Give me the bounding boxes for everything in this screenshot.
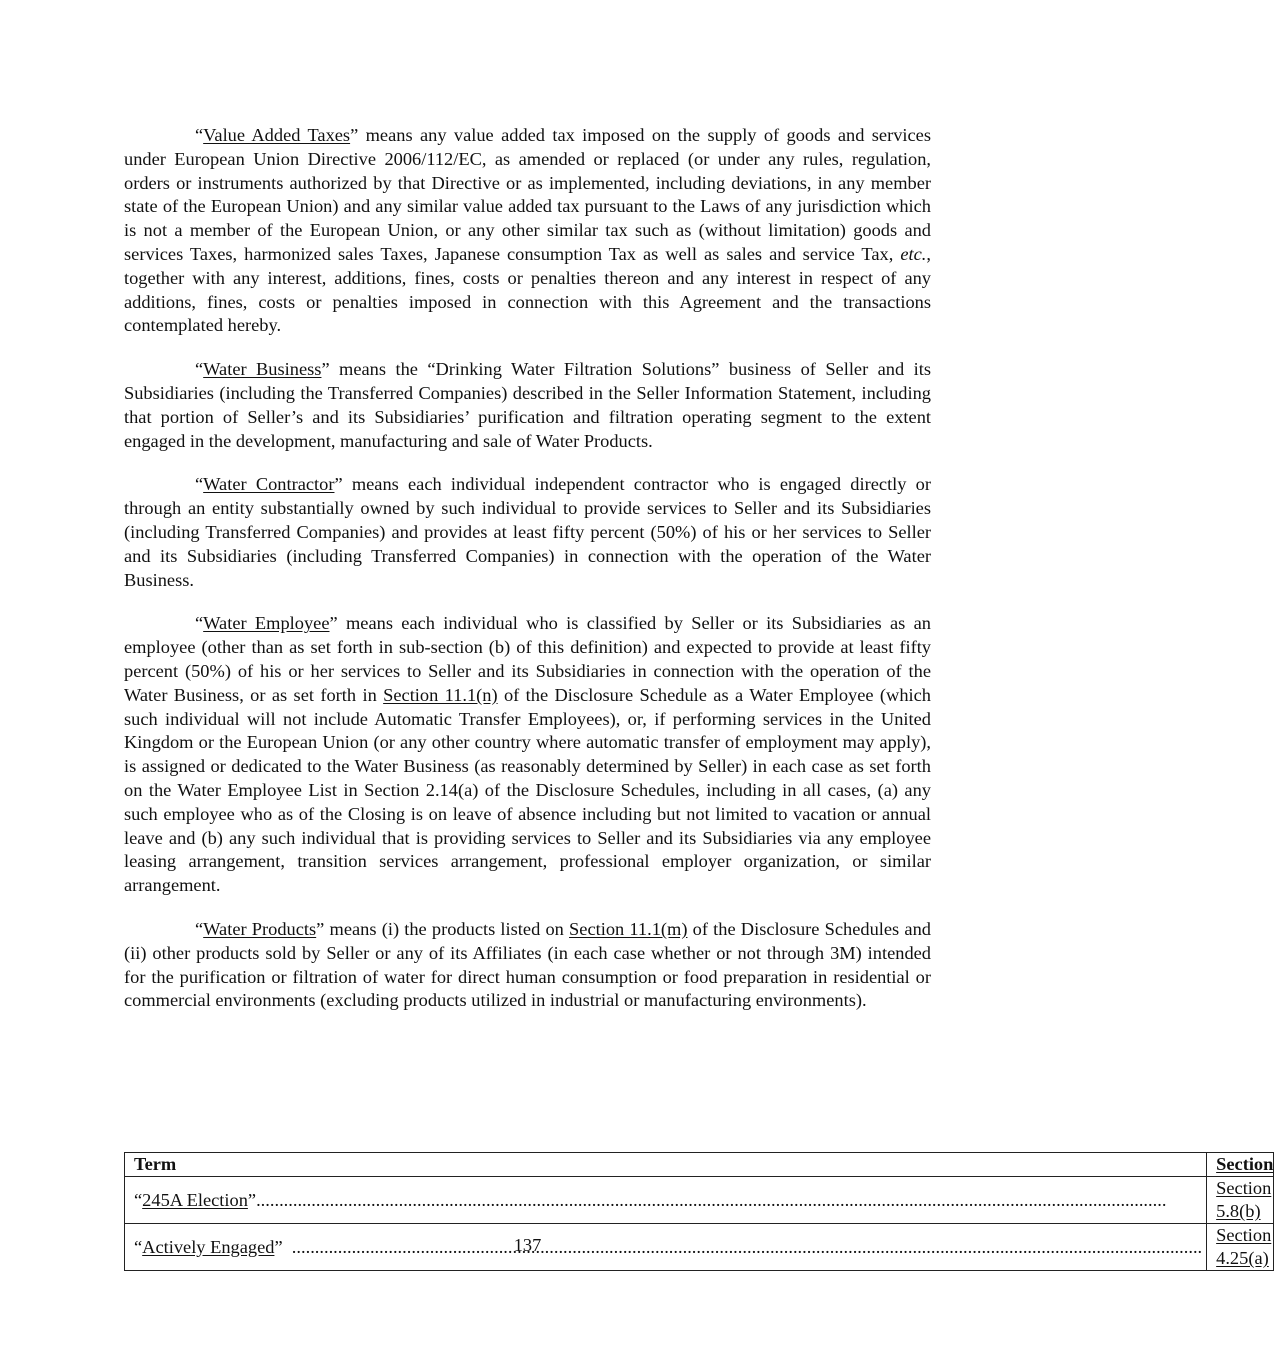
definition-text: means (i) the products listed on	[324, 918, 570, 939]
table-header-section-label: Section	[1216, 1154, 1274, 1174]
defined-term: Water Business	[203, 359, 322, 380]
index-section-reference: Section 5.8(b)	[1216, 1178, 1272, 1221]
defined-term: Water Products	[203, 918, 317, 939]
definition-water-contractor: “Water Contractor” means each individual independent contractor who is engaged directly or through an entity substantially owned by such individual to provide services to Seller and its Subsidiaries (including Transferred Companies) and provides at least fifty percent (50%) of his or her services to Seller and its Subsidiaries (including Transferred Companies) in connection with the operation of the Water Business.	[124, 474, 931, 590]
definition-text: means each individual who is classified by Seller or its Subsidiaries as an employee (other than as set forth in sub-section (b) of this definition) and expected to provide at least fifty percent (50%) of his or her services to Seller and its Subsidiaries in connection with the operation of the Water Business, or as set forth in	[124, 613, 931, 705]
defined-term: Water Employee	[203, 613, 330, 634]
defined-term: Value Added Taxes	[203, 125, 351, 145]
document-body	[124, 124, 931, 1033]
definition-value-added-taxes: “Value Added Taxes” means any value added tax imposed on the supply of goods and services under European Union Directive 2006/112/EC, as amended or replaced (or under any rules, regulation, orders or instruments authorized by that Directive or as implemented, including deviations, in any member state of the European Union) and any similar value added tax pursuant to the Laws of any jurisdiction which is not a member of the European Union, or any other similar tax such as (without limitation) goods and services Taxes, harmonized sales Taxes, Japanese consumption Tax as well as sales and service Tax, etc., together with any interest, additions, fines, costs or penalties thereon and any interest in respect of any additions, fines, costs or penalties imposed in connection with this Agreement and the transactions contemplated hereby.	[124, 125, 931, 336]
definition-text: means each individual independent contractor who is engaged directly or through an entity substantially owned by such individual to provide services to Seller and its Subsidiaries (including Transferred Companies) and provides at least fifty percent (50%) of his or her services to Seller and its Subsidiaries (including Transferred Companies) in connection with the operation of the Water Business.	[124, 474, 931, 590]
table-cell-term: “ 245A Election ” .....	[125, 1177, 1207, 1224]
index-term: 245A Election	[142, 1189, 248, 1210]
index-term: Actively Engaged	[142, 1236, 275, 1257]
definition-water-business: “Water Business” means the “Drinking Water Filtration Solutions” business of Seller and its Subsidiaries (including the Transferred Companies) described in the Seller Information Statement, including that portion of Seller’s and its Subsidiaries’ purification and filtration operating segment to the extent engaged in the development, manufacturing and sale of Water Products.	[124, 359, 931, 451]
definition-text: means any value added tax imposed on the supply of goods and services under European Union Directive 2006/112/EC, as amended or replaced (or under any rules, regulation, orders or instruments authorized by that Directive or as implemented, including deviations, in any member state of the European Union) and any similar value added tax pursuant to the Laws of any jurisdiction which is not a member of the European Union, or any other similar tax such as (without limitation) goods and services Taxes, harmonized sales Taxes, Japanese consumption Tax as well as sales and service Tax,	[124, 125, 931, 264]
definition-water-products: “Water Products” means (i) the products listed on Section 11.1(m) of the Disclosure Schedules and (ii) other products sold by Seller or any of its Affiliates (in each case whether or not through 3M) intended for the purification or filtration of water for direct human consumption or food preparation in residential or commercial environments (excluding products utilized in industrial or manufacturing environments).	[124, 918, 931, 1011]
table-row	[125, 1177, 1274, 1224]
table-header-section	[1207, 1153, 1274, 1177]
definition-text: of the Disclosure Schedule as a Water Employee (which such individual will not include Automatic Transfer Employees), or, if performing services in the United Kingdom or the European Union (or any other country where automatic transfer of employment may apply), is assigned or dedicated to the Water Business (as reasonably determined by Seller) in each case as set forth on the Water Employee List in Section 2.14(a) of the Disclosure Schedules, including in all cases, (a) any such employee who as of the Closing is on leave of absence including but not limited to vacation or annual leave and (b) any such individual that is providing services to Seller and its Subsidiaries via any employee leasing arrangement, transition services arrangement, professional employer organization, or similar arrangement.	[124, 684, 932, 896]
definition-text: means the “Drinking Water Filtration Solutions” business of Seller and its Subsidiaries (including the Transferred Companies) described in the Seller Information Statement, including that portion of Seller’s and its Subsidiaries’ purification and filtration operating segment to the extent engaged in the development, manufacturing and sale of Water Products.	[124, 359, 931, 451]
definition-water-employee: “Water Employee” means each individual who is classified by Seller or its Subsidiaries as an employee (other than as set forth in sub-section (b) of this definition) and expected to provide at least fifty percent (50%) of his or her services to Seller and its Subsidiaries in connection with the operation of the Water Business, or as set forth in Section 11.1(n) of the Disclosure Schedule as a Water Employee (which such individual will not include Automatic Transfer Employees), or, if performing services in the United Kingdom or the European Union (or any other country where automatic transfer of employment may apply), is assigned or dedicated to the Water Business (as reasonably determined by Seller) in each case as set forth on the Water Employee List in Section 2.14(a) of the Disclosure Schedules, including in all cases, (a) any such employee who as of the Closing is on leave of absence including but not limited to vacation or annual leave and (b) any such individual that is providing services to Seller and its Subsidiaries via any employee leasing arrangement, transition services arrangement, professional employer organization, or similar arrangement.	[124, 613, 932, 896]
section-reference: Section 11.1(m)	[569, 918, 688, 939]
definition-text: of the Disclosure Schedules and (ii) other products sold by Seller or any of its Affiliates (in each case whether or not through 3M) intended for the purification or filtration of water for direct human consumption or food preparation in residential or commercial environments (excluding products utilized in industrial or manufacturing environments).	[124, 918, 931, 1011]
section-reference: Section 11.1(n)	[383, 684, 498, 705]
table-cell-term: “ Actively Engaged ” .....	[125, 1224, 1207, 1271]
table-header-term: Term	[125, 1153, 1207, 1177]
index-section-reference: Section 4.25(a)	[1216, 1225, 1272, 1268]
table-cell-section	[1207, 1224, 1274, 1271]
defined-term: Water Contractor	[203, 474, 335, 495]
definition-text: , together with any interest, additions, fines, costs or penalties thereon and any interest in respect of any additions, fines, costs or penalties imposed in connection with this Agreement and the transactions contemplated hereby.	[124, 243, 931, 336]
definition-text-italic: etc.	[900, 243, 927, 264]
table-header-row	[125, 1153, 1274, 1177]
leader-dots	[256, 1189, 1202, 1212]
table-cell-section	[1207, 1177, 1274, 1224]
page-number: 137	[513, 1235, 542, 1255]
